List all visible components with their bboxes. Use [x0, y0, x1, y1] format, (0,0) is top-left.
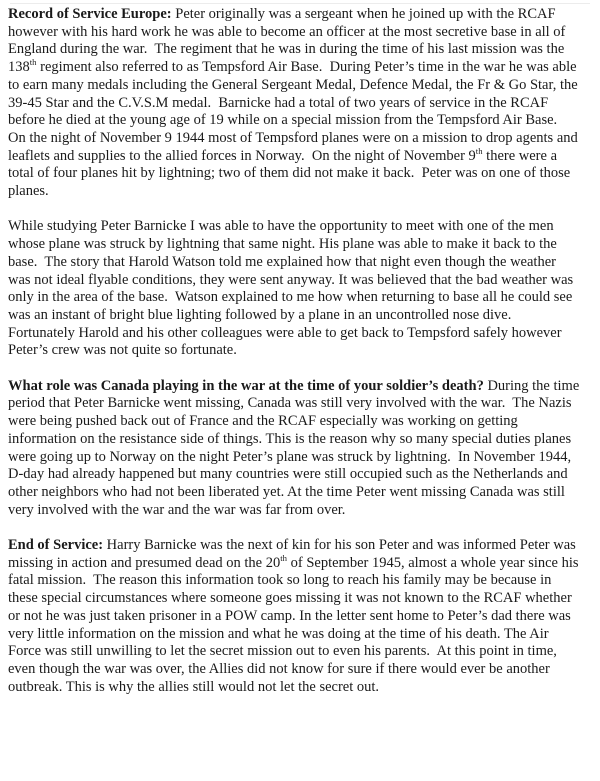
body-text: While studying Peter Barnicke I was able to have the opportunity to meet with one of the men whose plane was struck by lightning that same night. His plane was able to make it back to the base. The story that Harold Watson told me explained how that night even though the weather was not ideal flyable conditions, they were sent anyway. It was believed that the bad weather was only in the area of the base. Watson explained to me how when returning to base all he could see was an instant of bright blue lighting followed by a plane in an uncontrolled nose dive. Fortunately Harold and his other colleagues were able to get back to Tempsford safely however Peter’s crew was not quite so fortunate. — [8, 218, 577, 359]
paragraph-record-of-service-europe — [8, 6, 581, 201]
paragraph-canada-role-question — [8, 378, 581, 520]
body-text: there were a total of four planes hit by lightning; two of them did not make it back. Peter was on one of those planes. — [8, 147, 574, 200]
ordinal-superscript: th — [280, 552, 287, 563]
paragraph-harold-watson-account — [8, 218, 581, 360]
paragraph-end-of-service — [8, 537, 581, 696]
page-edge-artifact — [10, 3, 590, 4]
ordinal-superscript: th — [475, 145, 483, 156]
document-body — [8, 6, 581, 696]
body-text: During the time period that Peter Barnicke went missing, Canada was still very involved with the war. The Nazis were being pushed back out of France and the RCAF especially was working on getting information on the resistance side of things. This is the reason why so many special duties planes were going up to Norway on the night Peter’s plane was struck by lightning. In November 1944, D-day had already happened but many countries were still occupied such as the Netherlands and other neighbors who had not been liberated yet. At the time Peter went missing Canada was still very involved with the war and the war was far from over. — [8, 377, 583, 518]
bold-lead-in: End of Service: — [8, 537, 104, 554]
bold-lead-in: Record of Service Europe: — [8, 6, 172, 22]
body-text: Peter originally was a sergeant when he joined up with the RCAF however with his hard work he was able to become an officer at the most secretive base in all of England during the war. The regiment that he was in during the time of his last mission was the 138 — [8, 6, 570, 76]
body-text: Harry Barnicke was the next of kin for his son Peter and was informed Peter was missing in action and presumed dead on the 20 — [8, 537, 580, 571]
ordinal-superscript: th — [29, 57, 37, 68]
body-text: of September 1945, almost a whole year since his fatal mission. The reason this information took so long to reach his family may be because in these special circumstances where someone goes missing it was not known to the RCAF whether or not he was just taken prisoner in a POW camp. In the letter sent home to Peter’s dad there was very little information on the mission and what he was doing at the time of his death. The Air Force was still unwilling to let the secret mission out to even his parents. At this point in time, even though the war was over, the Allies did not know for sure if there would ever be another outbreak. This is why the allies still would not let the secret out. — [8, 554, 583, 695]
body-text: regiment also referred to as Tempsford Air Base. During Peter’s time in the war he was able to earn many medals including the General Sergeant Medal, Defence Medal, the Fr & Go Star, the 39-45 Star and the C.V.S.M medal. Barnicke had a total of two years of service in the RCAF before he died at the young age of 19 while on a special mission from the Tempsford Air Base. On the night of November 9 1944 most of Tempsford planes were on a mission to drop agents and leaflets and supplies to the allied forces in Norway. On the night of November 9 — [8, 59, 582, 164]
bold-lead-in: What role was Canada playing in the war at the time of your soldier’s death? — [8, 377, 484, 394]
